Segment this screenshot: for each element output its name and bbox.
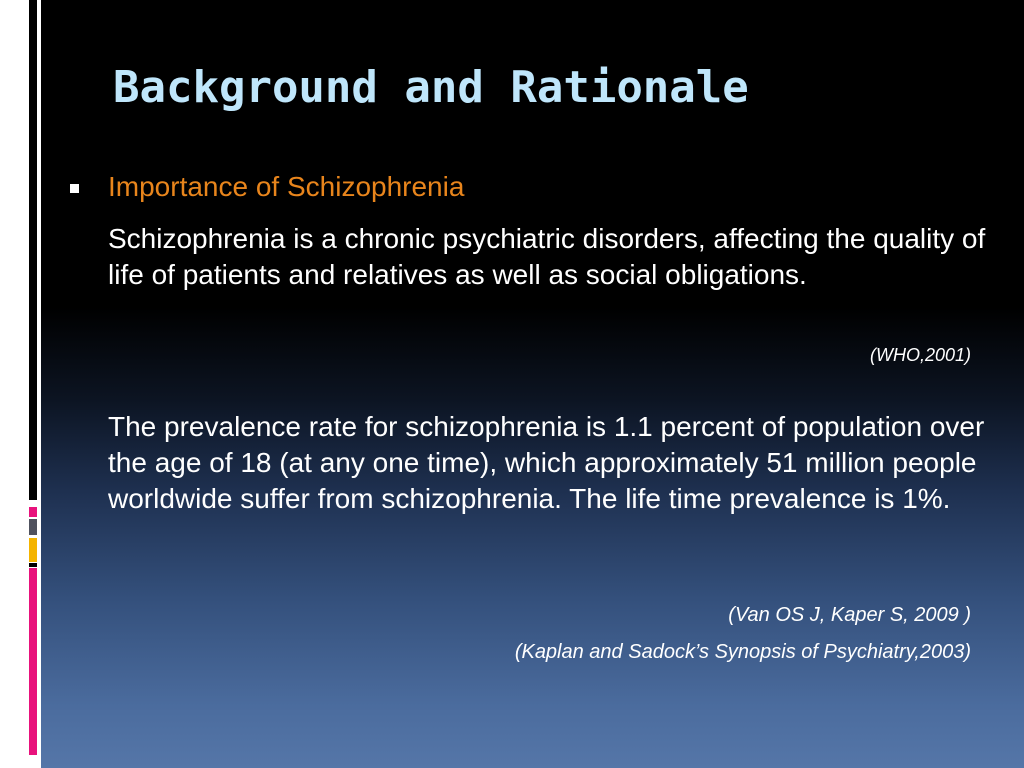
accent-bar-slate bbox=[29, 519, 37, 535]
left-decorative-strip bbox=[0, 0, 41, 768]
citation-who: (WHO,2001) bbox=[869, 345, 971, 365]
slide-title: Background and Rationale bbox=[113, 62, 749, 113]
accent-bar-pink-small bbox=[29, 507, 37, 517]
citation-van-os: (Van OS J, Kaper S, 2009 ) bbox=[728, 604, 971, 626]
paragraph-chronic-disorder: Schizophrenia is a chronic psychiatric disorders, affecting the quality of life of patients and relatives as well as social obligations. bbox=[108, 223, 986, 290]
paragraph-prevalence: The prevalence rate for schizophrenia is 1.1 percent of population over the age of 18 (at any one time), which approximately 51 million people worldwide suffer from schizophrenia. The life time prevalence is 1%. bbox=[108, 411, 985, 514]
square-bullet-icon bbox=[70, 184, 79, 193]
bullet-heading: Importance of Schizophrenia bbox=[108, 171, 465, 202]
citation-kaplan-sadock: (Kaplan and Sadock’s Synopsis of Psychiatry,2003) bbox=[514, 641, 971, 663]
accent-bar-pink-long bbox=[29, 568, 37, 755]
accent-bar-dark-top bbox=[29, 0, 37, 500]
accent-bar-yellow bbox=[29, 538, 37, 562]
accent-bar-dark-thin bbox=[29, 563, 37, 567]
